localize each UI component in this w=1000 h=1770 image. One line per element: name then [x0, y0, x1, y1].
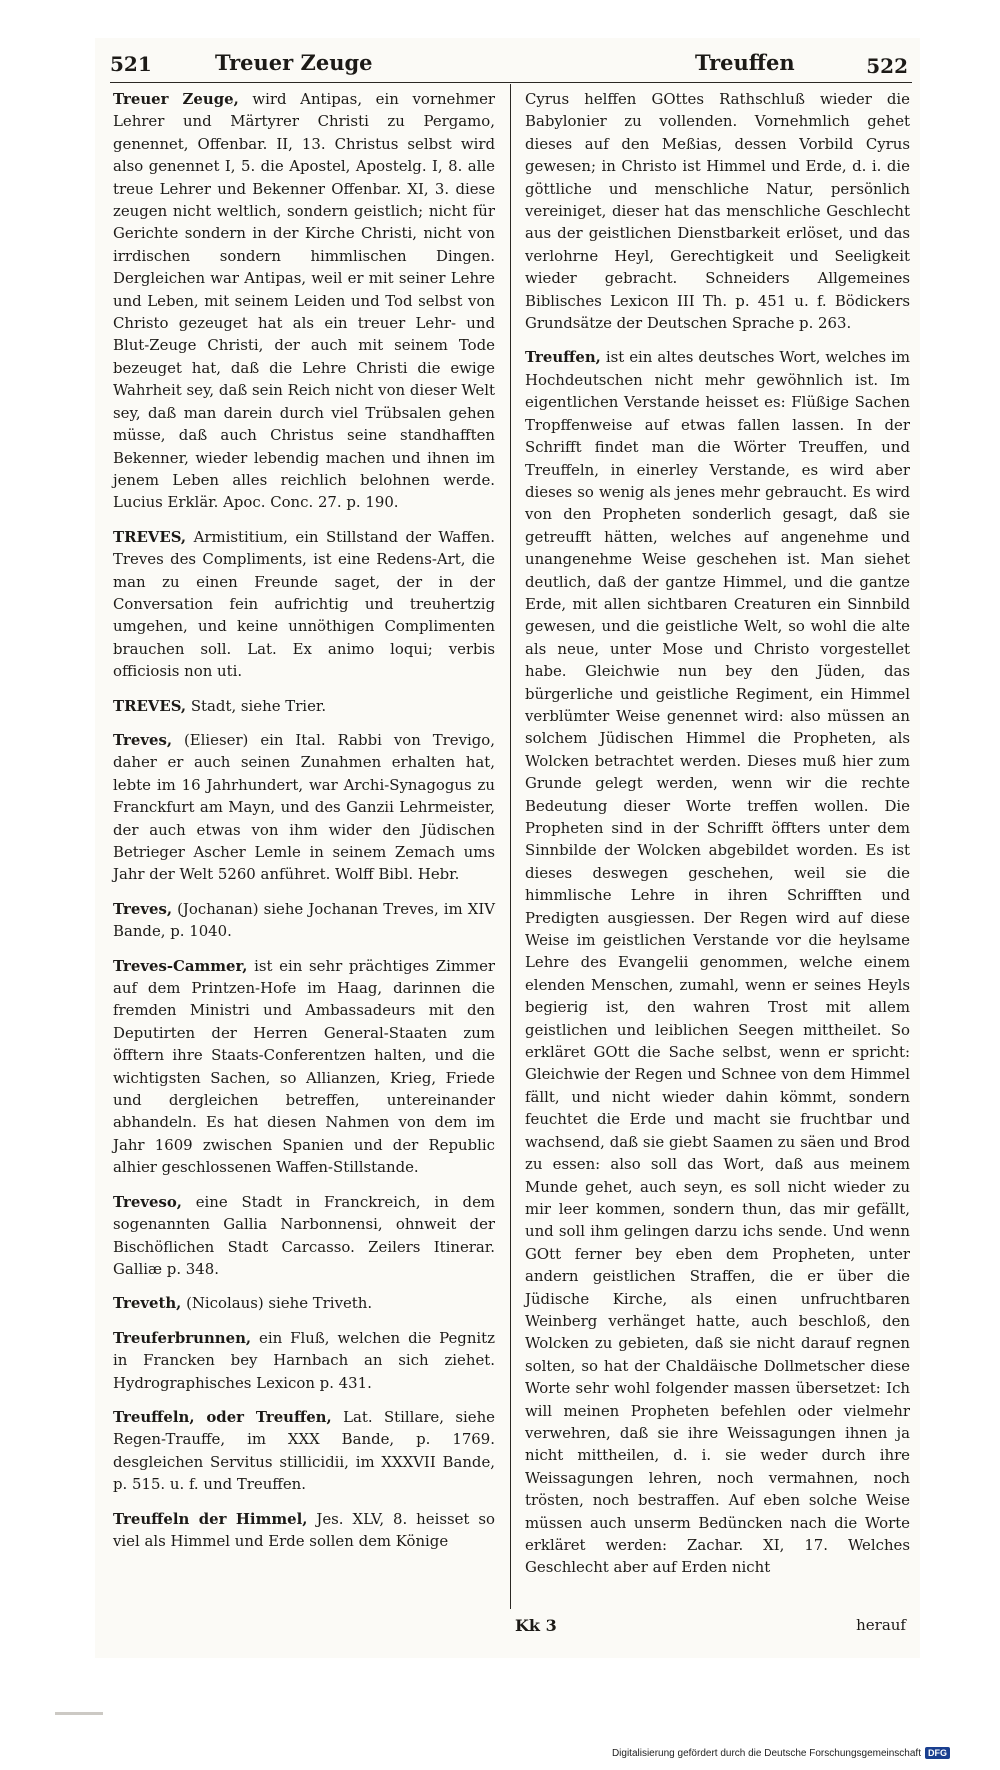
entry	[113, 1327, 495, 1394]
entry-headword: Treuer Zeuge,	[113, 90, 239, 108]
entry-headword: TREVES,	[113, 527, 187, 546]
credit-text: Digitalisierung gefördert durch die Deutsche Forschungsgemeinschaft	[611, 1747, 921, 1759]
entry-headword: Treveth,	[113, 1294, 182, 1313]
entry	[113, 955, 495, 1179]
header-rule	[110, 82, 912, 83]
entry-text: ist ein sehr prächtiges Zimmer auf dem Printzen-Hofe im Haag, darinnen die fremden Ministri und Ambassadeurs mit den Deputirten der Herren General-Staaten zum öfftern ihre Staats-Conferentzen halten, und die wichtigsten Sachen, so Allianzen, Krieg, Friede und dergleichen betreffen, untereinander abhandeln. Es hat diesen Nahmen von dem im Jahr 1609 zwischen Spanien und der Republic alhier geschlossenen Waffen-Stillstande.	[113, 956, 496, 1177]
column-divider	[510, 84, 511, 1609]
entry	[113, 88, 495, 514]
signature-mark: Kk 3	[515, 1616, 557, 1635]
entry-headword: Treuferbrunnen,	[113, 1328, 252, 1347]
page-header	[110, 46, 920, 80]
entry-text: ein Fluß, welchen die Pegnitz in Francken bey Harnbach an sich ziehet. Hydrographisches Lexicon p. 431.	[113, 1328, 495, 1392]
running-head-left: Treuer Zeuge	[215, 50, 373, 75]
entry	[113, 1191, 495, 1281]
entry	[113, 729, 495, 886]
scan-smudge	[55, 1712, 103, 1715]
entry-text: ist ein altes deutsches Wort, welches im Hochdeutschen nicht mehr gewöhnlich ist. Im eigentlichen Verstande heisset es: Flüßige Sachen Tropffenweise auf etwas fallen lassen. In der Schrifft findet man die Wörter Treuffen, und Treuffeln, in einerley Verstande, es wird aber dieses so wenig als jenes mehr gebraucht. Es wird von den Propheten sonderlich gesagt, daß sie getreufft hätten, welches auf angenehme und unangenehme Weise geschehen ist. Man siehet deutlich, daß der gantze Himmel, und die gantze Erde, mit allen sichtbaren Creaturen ein Sinnbild gewesen, und die geistliche Welt, so wohl die alte als neue, unter Mose und Christo vorgestellet habe. Gleichwie nun bey den Jüden, das bürgerliche und geistliche Regiment, ein Himmel verblümter Weise genennet wird: also müssen an solchem Jüdischen Himmel die Propheten, als Wolcken betrachtet werden. Dieses muß hier zum Grunde gelegt werden, wenn wir die rechte Bedeutung dieser Worte treffen wollen. Die Propheten sind in der Schrifft öffters unter dem Sinnbilde der Wolcken abgebildet worden. Es ist dieses deswegen geschehen, weil sie die himmlische Lehre in ihren Schrifften und Predigten ausgiessen. Der Regen wird auf diese Weise im geistlichen Verstande vor die heylsame Lehre des Evangelii genommen, welche einem elenden Menschen, zumahl, wenn er seines Heyls begierig ist, den wahren Trost mit allem geistlichen und leiblichen Seegen mittheilet. So erkläret GOtt die Sache selbst, wenn er spricht: Gleichwie der Regen und Schnee von dem Himmel fällt, und nicht wieder dahin kömmt, sondern feuchtet die Erde und macht sie fruchtbar und wachsend, daß sie giebt Saamen zu säen und Brod zu essen: also soll das Wort, daß aus meinem Munde gehet, auch seyn, es soll nicht wieder zu mir leer kommen, sondern thun, das mir gefällt, und soll ihm gelingen darzu ichs sende. Und wenn GOtt ferner bey eben dem Propheten, unter andern geistlichen Straffen, die er über die Jüdische Kirche, als einen unfruchtbaren Weinberg verhänget hatte, auch beschloß, den Wolcken zu gebieten, daß sie nicht darauf regnen solten, so hat der Chaldäische Dollmetscher diese Worte sehr wohl folgender massen übersetzet: Ich will meinen Propheten befehlen oder vielmehr verwehren, daß sie ihre Weissagungen ihnen ja nicht mittheilen, d. i. sie weder durch ihre Weissagungen lehren, noch vermahnen, noch trösten, noch bestraffen. Auf eben solche Weise müssen auch unserm Bedüncken nach die Worte erkläret werden: Zachar. XI, 17. Welches Geschlecht aber auf Erden nicht	[525, 348, 910, 1577]
entry-headword: Treveso,	[113, 1192, 182, 1211]
left-column	[113, 88, 495, 1564]
right-column	[525, 88, 910, 1591]
entry	[113, 526, 495, 683]
entry	[113, 898, 495, 943]
entry-text: (Jochanan) siehe Jochanan Treves, im XIV Bande, p. 1040.	[113, 899, 495, 941]
entry	[113, 1508, 495, 1553]
entry-headword: Treves,	[113, 899, 173, 918]
entry-text: Stadt, siehe Trier.	[190, 696, 327, 715]
entry-text: Jes. XLV, 8. heisset so viel als Himmel und Erde sollen dem Könige	[113, 1509, 495, 1550]
catchword: herauf	[856, 1616, 906, 1634]
scanned-page	[95, 38, 920, 1658]
entry-headword: Treves-Cammer,	[113, 956, 248, 975]
entry-headword: TREVES,	[113, 696, 187, 715]
dfg-logo: DFG	[925, 1747, 950, 1759]
entry-headword: Treuffen,	[525, 348, 601, 367]
entry	[113, 1292, 495, 1314]
entry-text: wird Antipas, ein vornehmer Lehrer und Märtyrer Christi zu Pergamo, genennet, Offenbar. II, 13. Christus selbst wird also genennet I, 5. die Apostel, Apostelg. I, 8. alle treue Lehrer und Bekenner Offenbar. XI, 3. diese zeugen nicht weltlich, sondern geistlich; nicht für Gerichte sondern in der Kirche Christi, nicht von irrdischen sondern himmlischen Dingen. Dergleichen war Antipas, weil er mit seiner Lehre und Leben, mit seinem Leiden und Tod selbst von Christo gezeuget hat als ein treuer Lehr- und Blut-Zeuge Christi, der auch mit seinem Tode bezeuget hat, daß die Lehre Christi die ewige Wahrheit sey, daß sein Reich nicht von dieser Welt sey, daß man darein durch viel Trübsalen gehen müsse, daß auch Christus seine standhafften Bekenner, wieder lebendig machen und ihnen im jenem Leben alles reichlich belohnen werde. Lucius Erklär. Apoc. Conc. 27. p. 190.	[113, 90, 496, 512]
entry-continuation	[525, 88, 910, 334]
entry-text: eine Stadt in Franckreich, in dem sogenannten Gallia Narbonnensi, ohnweit der Bischöflichen Stadt Carcasso. Zeilers Itinerar. Galliæ p. 348.	[113, 1192, 495, 1278]
entry	[113, 1406, 495, 1496]
page-number-left: 521	[110, 52, 152, 76]
entry-headword: Treuffeln, oder Treuffen,	[113, 1407, 332, 1426]
digitization-credit	[612, 1747, 950, 1759]
entry-headword: Treves,	[113, 730, 173, 749]
entry	[525, 346, 910, 1578]
entry-headword: Treuffeln der Himmel,	[113, 1509, 308, 1528]
entry-text: Lat. Stillare, siehe Regen-Trauffe, im XXX Bande, p. 1769. desgleichen Servitus stillicidii, im XXXVII Bande, p. 515. u. f. und Treuffen.	[113, 1407, 495, 1494]
entry-text: (Elieser) ein Ital. Rabbi von Trevigo, daher er auch seinen Zunahmen erhalten hat, lebte im 16 Jahrhundert, war Archi-Synagogus zu Franckfurt am Mayn, und des Ganzii Lehrmeister, der auch etwas von ihm wider den Jüdischen Betrieger Ascher Lemle in seinem Zemach ums Jahr der Welt 5260 anführet. Wolff Bibl. Hebr.	[113, 730, 495, 884]
entry-text: Cyrus helffen GOttes Rathschluß wieder die Babylonier zu vollenden. Vornehmlich gehet dieses auf den Meßias, dessen Vorbild Cyrus gewesen; in Christo ist Himmel und Erde, d. i. die göttliche und menschliche Natur, persönlich vereiniget, dieser hat das menschliche Geschlecht aus der geistlichen Dienstbarkeit erlöset, und das verlohrne Heyl, Gerechtigkeit und Seeligkeit wieder gebracht. Schneiders Allgemeines Biblisches Lexicon III Th. p. 451 u. f. Bödickers Grundsätze der Deutschen Sprache p. 263.	[525, 90, 910, 333]
page-number-right: 522	[866, 54, 908, 78]
entry-text: (Nicolaus) siehe Triveth.	[186, 1294, 373, 1313]
entry-text: Armistitium, ein Stillstand der Waffen. Treves des Compliments, ist eine Redens-Art, die man zu einen Freunde saget, der in der Conversation fein aufrichtig und treuhertzig umgehen, und keine unnöthigen Complimenten brauchen soll. Lat. Ex animo loqui; verbis officiosis non uti.	[113, 527, 496, 681]
running-head-right: Treuffen	[695, 50, 795, 75]
entry	[113, 695, 495, 717]
